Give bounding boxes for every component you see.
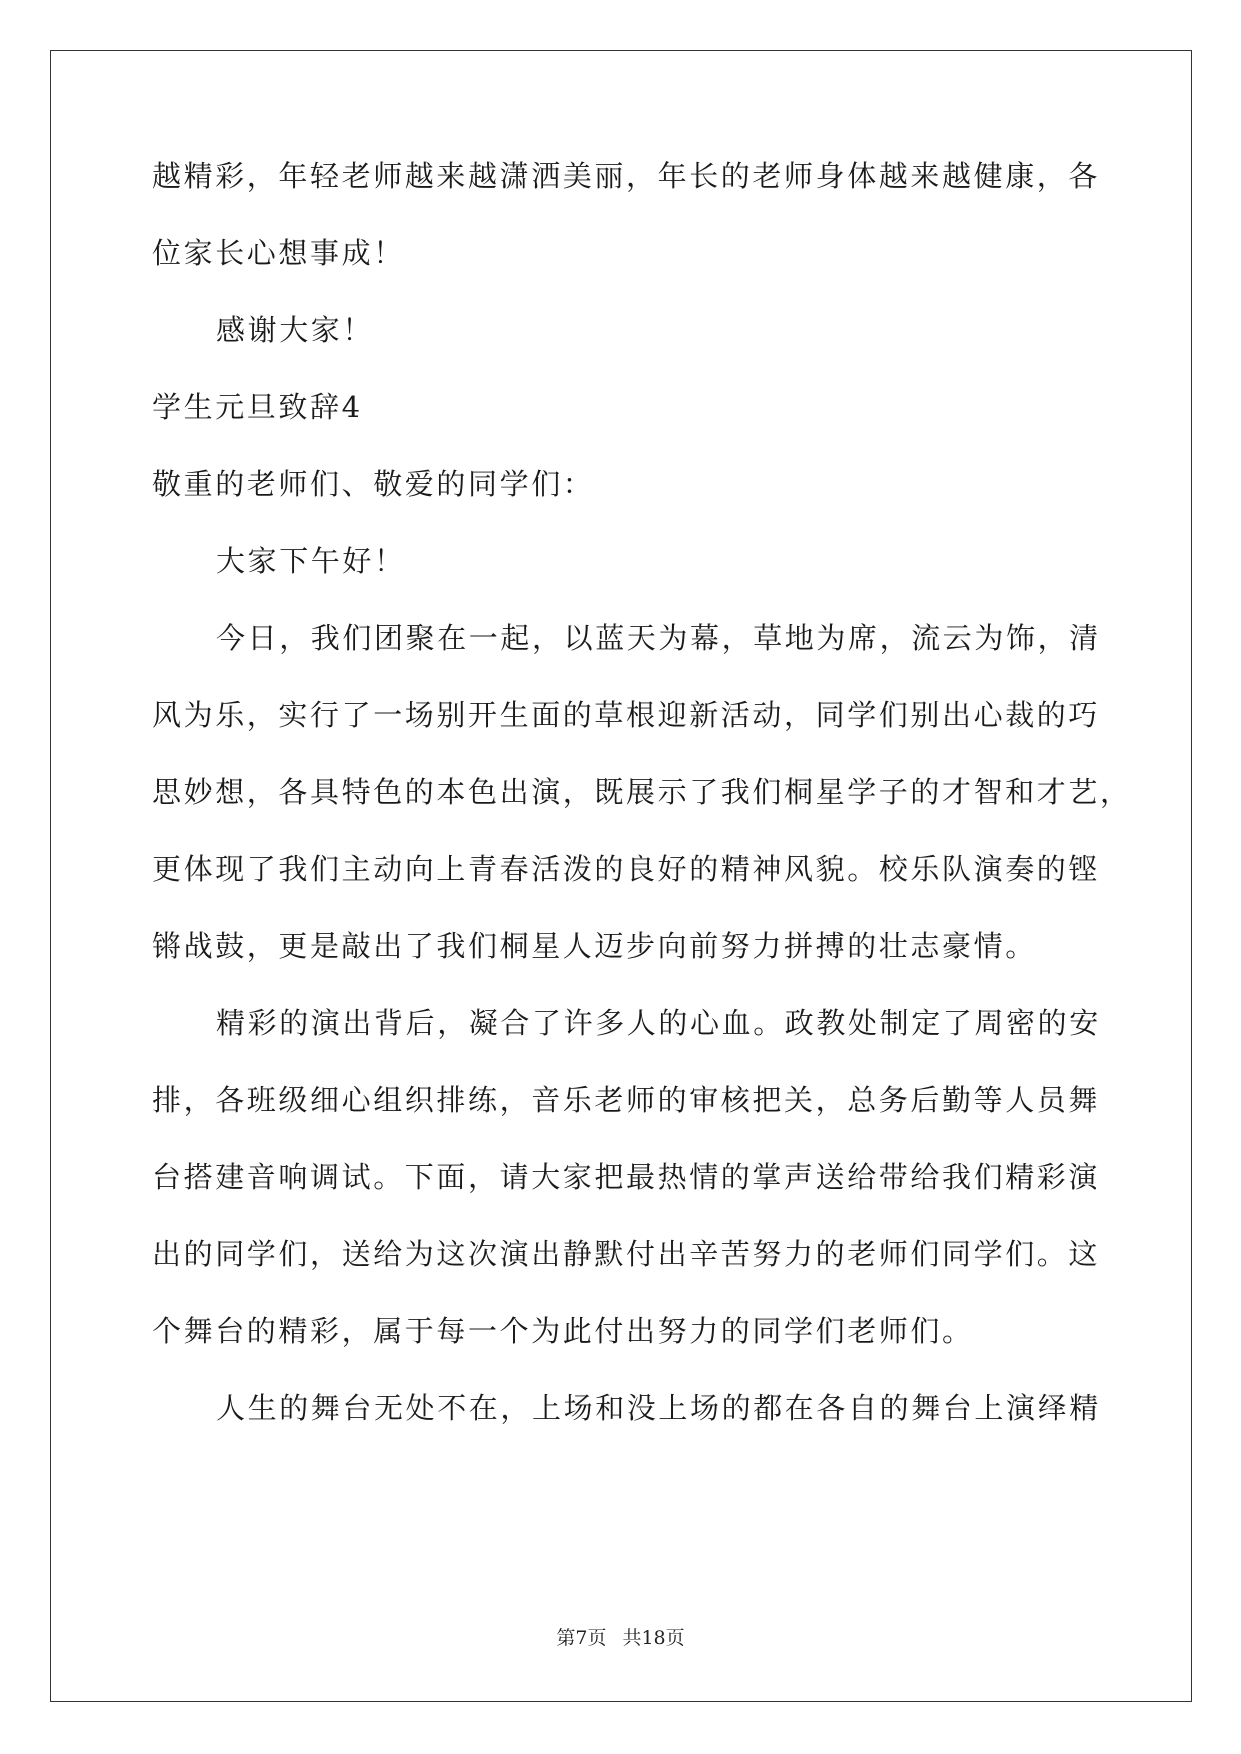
- page-number: 第7页: [556, 1627, 607, 1649]
- text-line: 思妙想，各具特色的本色出演，既展示了我们桐星学子的才智和才艺，: [152, 775, 1132, 809]
- text-line: 出的同学们，送给为这次演出静默付出辛苦努力的老师们同学们。这: [152, 1237, 1101, 1271]
- text-line: 个舞台的精彩，属于每一个为此付出努力的同学们老师们。: [152, 1314, 974, 1348]
- greeting: 大家下午好！: [216, 544, 406, 578]
- text-line: 感谢大家！: [216, 313, 375, 347]
- page-footer: [0, 1626, 1241, 1650]
- text-line: 风为乐，实行了一场别开生面的草根迎新活动，同学们别出心裁的巧: [152, 698, 1101, 732]
- text-line: 更体现了我们主动向上青春活泼的良好的精神风貌。校乐队演奏的铿: [152, 852, 1101, 886]
- text-line: 精彩的演出背后，凝合了许多人的心血。政教处制定了周密的安: [216, 1006, 1101, 1040]
- text-line: 人生的舞台无处不在，上场和没上场的都在各自的舞台上演绎精: [216, 1391, 1101, 1425]
- text-line: 锵战鼓，更是敲出了我们桐星人迈步向前努力拼搏的壮志豪情。: [152, 929, 1037, 963]
- salutation: 敬重的老师们、敬爱的同学们：: [152, 467, 595, 501]
- text-line: 今日，我们团聚在一起，以蓝天为幕，草地为席，流云为饰，清: [216, 621, 1101, 655]
- text-line: 台搭建音响调试。下面，请大家把最热情的掌声送给带给我们精彩演: [152, 1160, 1101, 1194]
- text-line: 排，各班级细心组织排练，音乐老师的审核把关，总务后勤等人员舞: [152, 1083, 1101, 1117]
- section-heading: 学生元旦致辞4: [152, 390, 363, 424]
- page-total: 共18页: [622, 1627, 685, 1649]
- text-line: 越精彩，年轻老师越来越潇洒美丽，年长的老师身体越来越健康，各: [152, 159, 1101, 193]
- document-body: [152, 158, 1132, 1426]
- text-line: 位家长心想事成！: [152, 236, 405, 270]
